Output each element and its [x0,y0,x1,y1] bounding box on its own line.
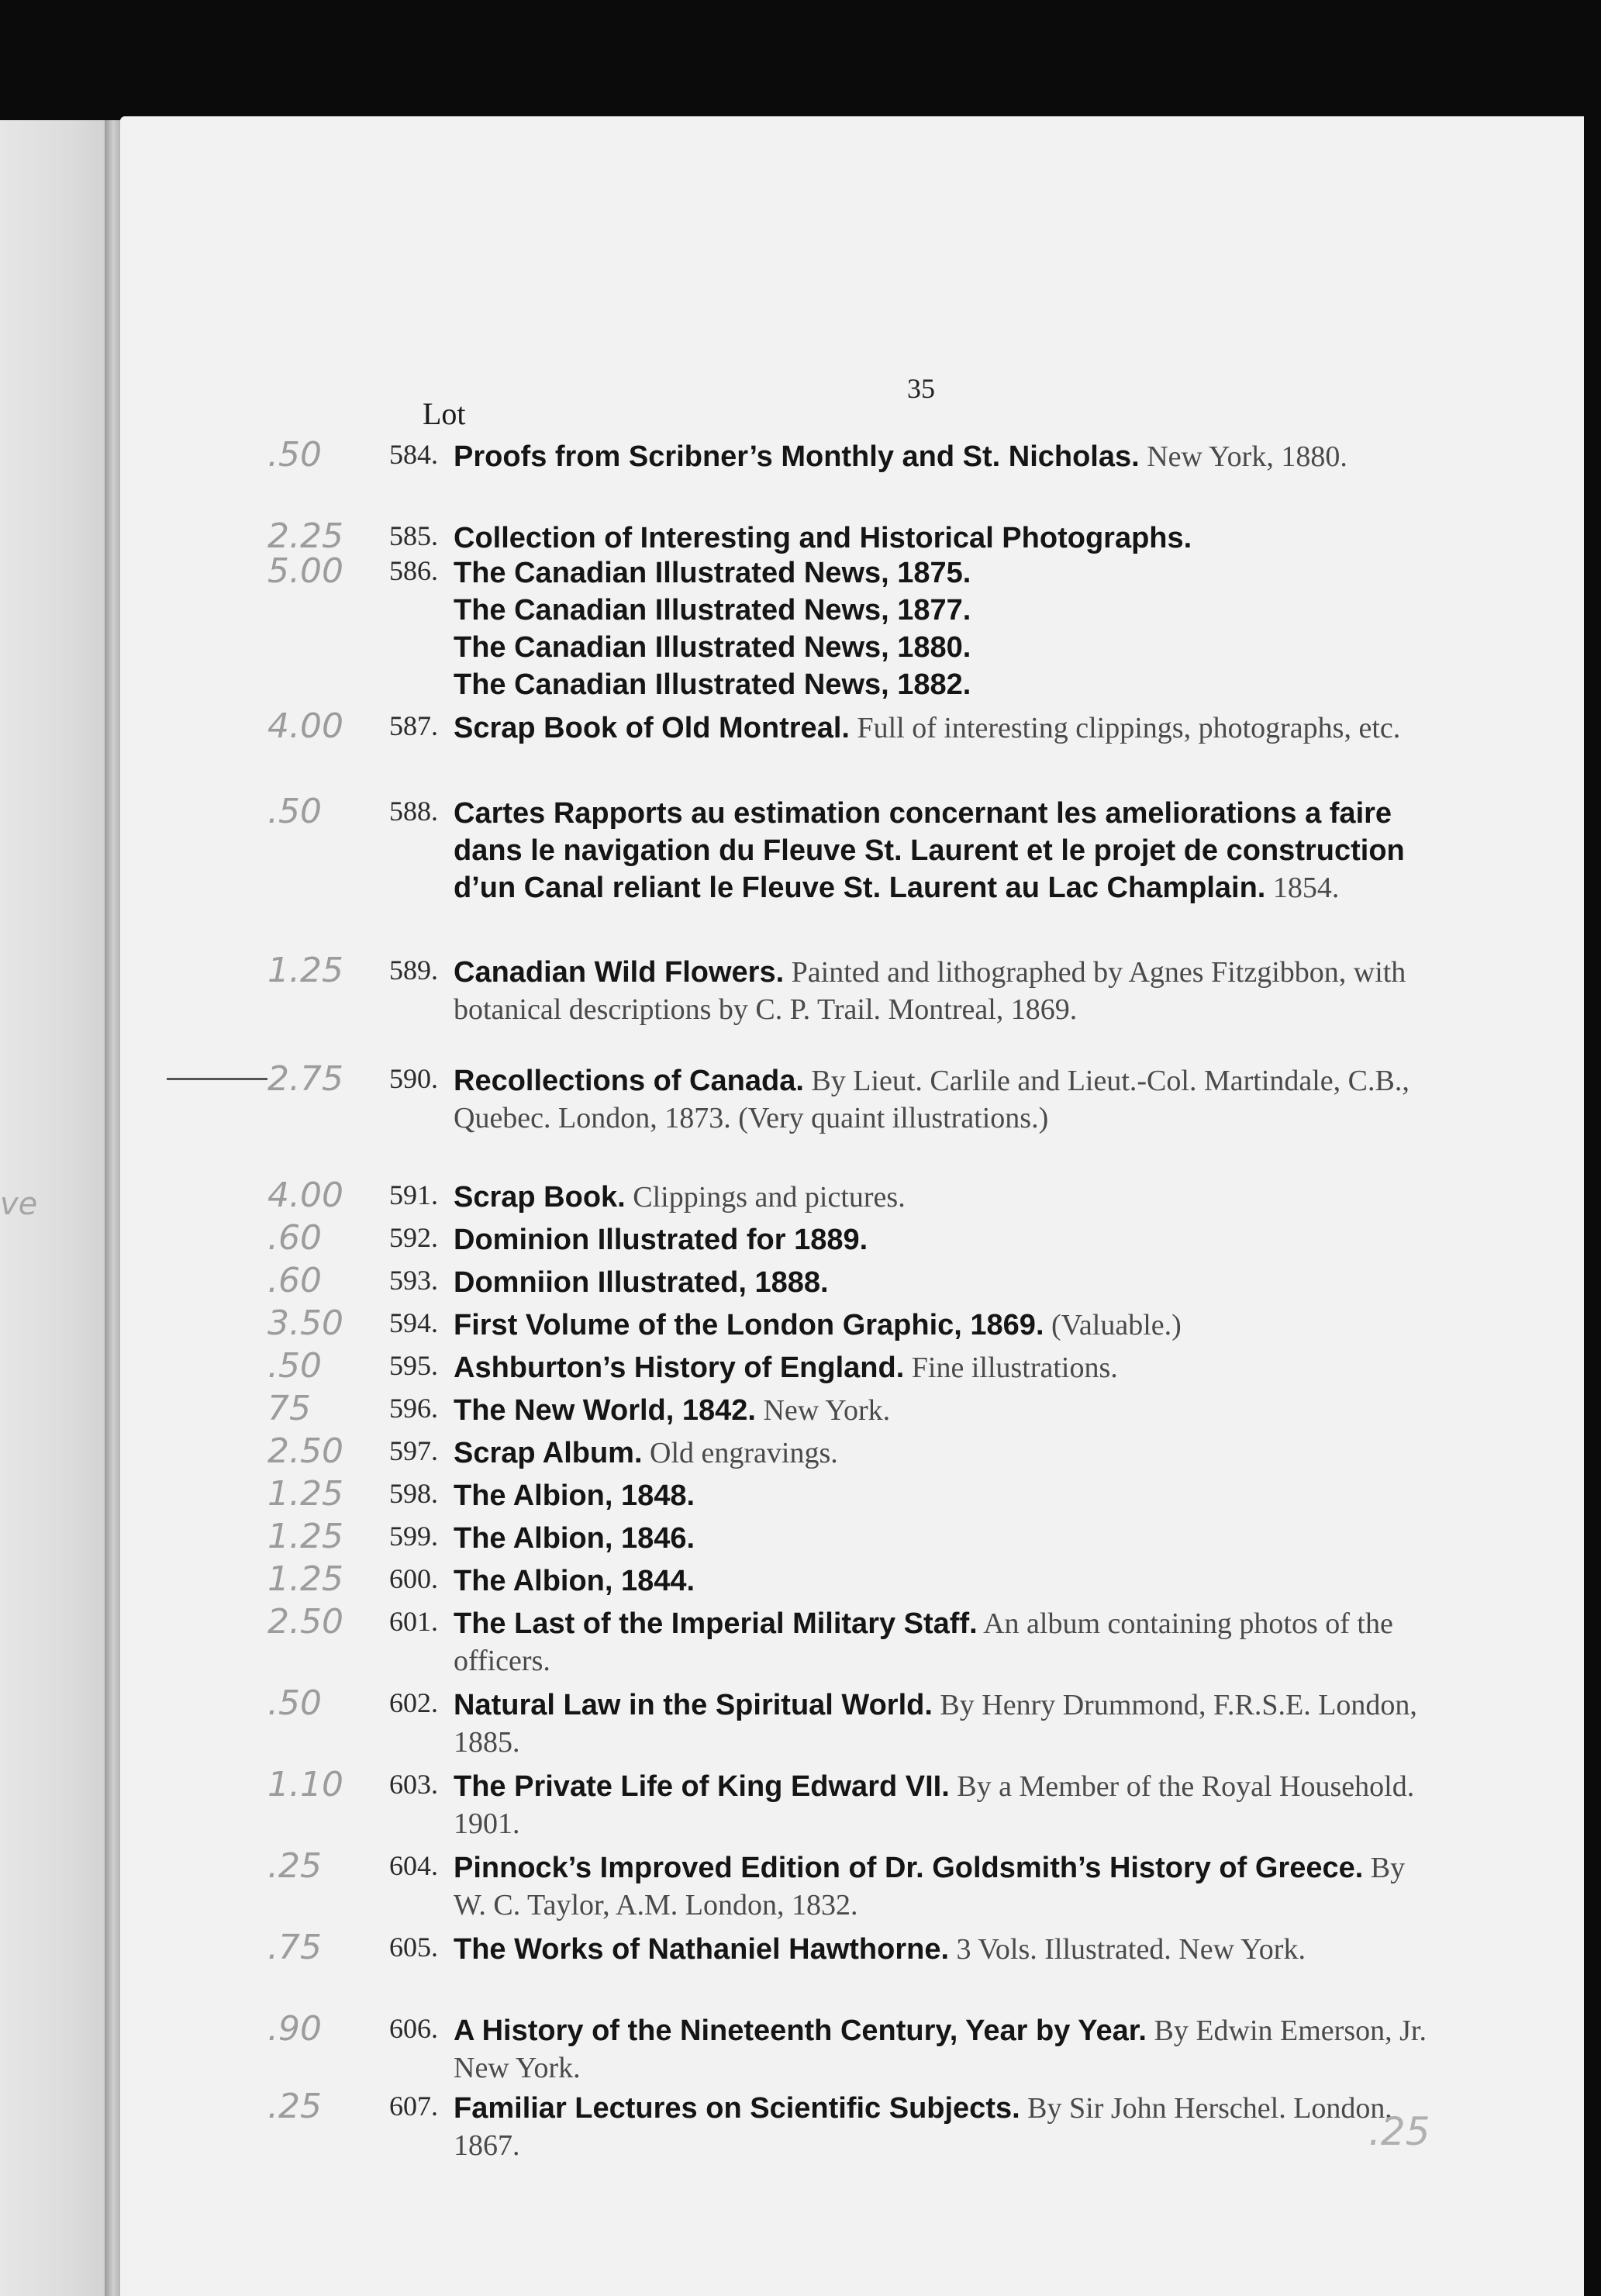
lot-number: 587. [389,710,438,741]
lot-column-header: Lot [423,396,466,431]
lot-description [454,1062,1430,1137]
lot-detail: By Edwin Emerson, Jr. New York. [454,2015,1427,2084]
lot-detail: By a Member of the Royal Household. 1901. [454,1770,1415,1840]
handwritten-price: 2.50 [267,1431,343,1471]
left-margin-note: ve [0,1186,38,1222]
lot-title: Domniion Illustrated, 1888. [454,1266,829,1299]
handwritten-price: 2.50 [267,1602,343,1642]
catalogue-page [120,116,1584,2296]
lot-title: The Albion, 1848. [454,1479,695,1512]
lot-title: Natural Law in the Spiritual World. [454,1689,933,1721]
lot-number: 584. [389,439,438,470]
lot-number: 606. [389,2013,438,2044]
lot-description [454,438,1430,475]
handwritten-price: 3.50 [267,1303,343,1343]
handwritten-price: .50 [267,792,322,831]
lot-title: Scrap Album. [454,1437,643,1469]
handwritten-price: .25 [267,2087,322,2126]
lot-detail: Full of interesting clippings, photographs, etc. [857,712,1401,744]
handwritten-price: 1.25 [267,1474,343,1514]
handwritten-price: 4.00 [267,706,343,746]
lot-title-line: The Canadian Illustrated News, 1880. [454,631,971,664]
lot-number: 589. [389,955,438,986]
lot-detail: New York. [763,1394,891,1427]
lot-description [454,1435,1430,1472]
lot-description [454,520,1430,557]
handwritten-price: 1.25 [267,1517,343,1556]
lot-title: Scrap Book of Old Montreal. [454,712,850,744]
handwritten-price: 5.00 [267,551,343,591]
lot-detail: By Henry Drummond, F.R.S.E. London, 1885. [454,1689,1417,1759]
lot-number: 593. [389,1265,438,1296]
lot-number: 607. [389,2091,438,2122]
lot-description [454,2090,1430,2164]
lot-description [454,1687,1430,1761]
lot-number: 605. [389,1932,438,1963]
handwritten-price: .25 [267,1846,322,1886]
lot-detail: An album containing photos of the officers. [454,1607,1393,1677]
lot-number: 603. [389,1769,438,1800]
lot-title: First Volume of the London Graphic, 1869. [454,1309,1044,1341]
lot-description [454,1221,1430,1258]
handwritten-price: .50 [267,435,322,475]
lot-description [454,1392,1430,1429]
lot-title: The Albion, 1846. [454,1522,695,1555]
lot-title: A History of the Nineteenth Century, Year by Year. [454,2015,1147,2047]
handwritten-price: 1.10 [267,1765,343,1804]
lot-description [454,1179,1430,1216]
lot-title: Proofs from Scribner’s Monthly and St. Nicholas. [454,440,1140,473]
handwritten-price: .60 [267,1218,322,1258]
handwritten-price: .75 [267,1928,322,1967]
handwritten-price: .50 [267,1346,322,1386]
lot-title-line: The Canadian Illustrated News, 1877. [454,594,971,627]
lot-title: Pinnock’s Improved Edition of Dr. Goldsmith’s History of Greece. [454,1852,1364,1884]
lot-title: Familiar Lectures on Scientific Subjects. [454,2092,1020,2125]
lot-description [454,554,1430,703]
lot-detail: Old engravings. [650,1437,838,1469]
lot-title: Canadian Wild Flowers. [454,956,785,989]
lot-detail: By Sir John Herschel. London, 1867. [454,2092,1392,2162]
lot-title: The Canadian Illustrated News, 1875. [454,557,971,589]
handwritten-price: 2.75 [267,1059,343,1099]
lot-title: Cartes Rapports au estimation concernant les ameliorations a faire dans le navigation du Fleuve St. Laurent et le projet de construction d’un Canal reliant le Fleuve St. Laurent au Lac Champlain. [454,797,1405,904]
handwritten-price: 2.25 [267,516,343,556]
lot-description [454,1849,1430,1924]
lot-detail: Fine illustrations. [911,1352,1118,1384]
handwritten-price: 75 [267,1389,311,1428]
handwritten-price: .50 [267,1683,322,1723]
lot-description [454,1520,1430,1557]
lot-title: The Private Life of King Edward VII. [454,1770,950,1803]
lot-number: 585. [389,520,438,551]
lot-number: 599. [389,1521,438,1552]
handwritten-price: 1.25 [267,951,343,990]
lot-detail: (Valuable.) [1051,1309,1182,1341]
lot-title: Dominion Illustrated for 1889. [454,1224,868,1256]
lot-description [454,1264,1430,1301]
lot-description [454,1605,1430,1680]
lot-number: 600. [389,1563,438,1594]
lot-number: 598. [389,1478,438,1509]
lot-title: The New World, 1842. [454,1394,756,1427]
lot-detail: By W. C. Taylor, A.M. London, 1832. [454,1852,1406,1921]
lot-number: 601. [389,1606,438,1637]
lot-description [454,1307,1430,1344]
handwritten-price: .60 [267,1261,322,1300]
handwritten-price: 1.25 [267,1559,343,1599]
handwritten-price: 4.00 [267,1176,343,1215]
lot-detail: Painted and lithographed by Agnes Fitzgibbon, with botanical descriptions by C. P. Trail. Montreal, 1869. [454,956,1406,1026]
lot-number: 586. [389,555,438,586]
lot-title: Scrap Book. [454,1181,626,1214]
lot-title: The Albion, 1844. [454,1565,695,1597]
page-number: 35 [907,373,935,404]
lot-title: Recollections of Canada. [454,1065,804,1097]
lot-number: 595. [389,1350,438,1381]
lot-detail: Clippings and pictures. [633,1181,906,1214]
lot-detail: New York, 1880. [1147,440,1347,473]
lot-description [454,1931,1430,1968]
lot-title: The Works of Nathaniel Hawthorne. [454,1933,950,1966]
handwritten-price: .90 [267,2009,322,2049]
lot-number: 604. [389,1850,438,1881]
lot-description [454,954,1430,1028]
lot-number: 596. [389,1393,438,1424]
lot-description [454,710,1430,747]
lot-title-line: The Canadian Illustrated News, 1882. [454,668,971,701]
lot-detail: 1854. [1272,872,1340,904]
lot-number: 594. [389,1307,438,1338]
lot-description [454,1477,1430,1514]
lot-number: 592. [389,1222,438,1253]
pencil-rule-mark [167,1078,267,1080]
lot-description [454,1768,1430,1842]
lot-description [454,1562,1430,1600]
lot-title: Ashburton’s History of England. [454,1352,905,1384]
lot-number: 602. [389,1687,438,1718]
lot-detail: By Lieut. Carlile and Lieut.-Col. Martindale, C.B., Quebec. London, 1873. (Very quaint illustrations.) [454,1065,1410,1134]
lot-number: 590. [389,1063,438,1094]
lot-description [454,1349,1430,1386]
lot-description [454,2012,1430,2087]
lot-title: Collection of Interesting and Historical Photographs. [454,522,1192,554]
lot-title: The Last of the Imperial Military Staff. [454,1607,978,1640]
lot-number: 591. [389,1179,438,1210]
lot-number: 588. [389,796,438,827]
lot-description [454,795,1430,906]
lot-number: 597. [389,1435,438,1466]
right-margin-price: .25 [1368,2109,1430,2154]
lot-detail: 3 Vols. Illustrated. New York. [956,1933,1306,1966]
